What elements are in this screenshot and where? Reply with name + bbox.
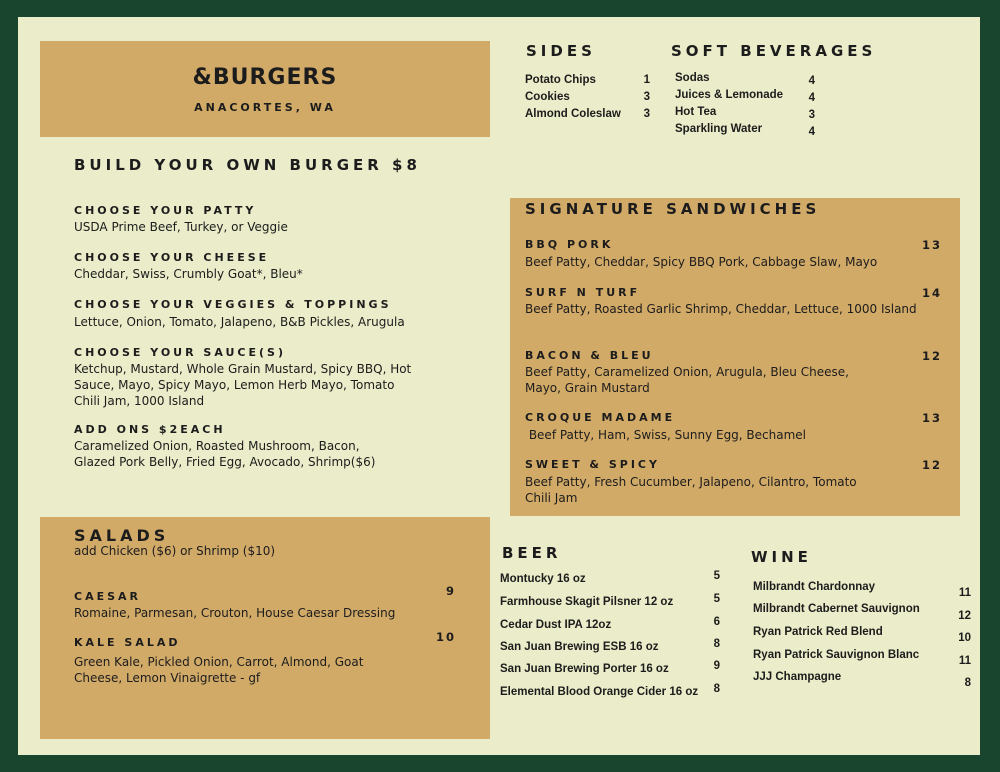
beer-item-price: 8: [713, 683, 720, 695]
beer-item-name: Elemental Blood Orange Cider 16 oz: [500, 686, 699, 698]
beer-item-price: 6: [713, 616, 720, 628]
beverage-item-price: 3: [808, 109, 815, 121]
wine-item-name: Ryan Patrick Sauvignon Blanc: [753, 649, 920, 661]
beverage-item-name: Sodas: [675, 72, 710, 84]
sandwich-desc: Beef Patty, Ham, Swiss, Sunny Egg, Bechamel: [525, 428, 807, 442]
wine-item-price: 8: [964, 677, 971, 689]
beer-item-name: Montucky 16 oz: [500, 573, 586, 585]
brand-location: ANACORTES, WA: [194, 101, 336, 114]
sandwich-name: CROQUE MADAME: [525, 411, 676, 424]
sandwich-price: 13: [921, 238, 942, 252]
sandwich-name: SWEET & SPICY: [525, 458, 660, 471]
wine-item-name: Milbrandt Cabernet Sauvignon: [753, 603, 920, 615]
salad-desc: Green Kale, Pickled Onion, Carrot, Almond, Goat Cheese, Lemon Vinaigrette - gf: [74, 655, 364, 685]
beverage-item-name: Juices & Lemonade: [675, 89, 784, 101]
addons-options: Caramelized Onion, Roasted Mushroom, Bacon, Glazed Pork Belly, Fried Egg, Avocado, Shrimp($6): [74, 439, 376, 469]
beer-item-price: 8: [713, 638, 720, 650]
side-item-price: 1: [643, 74, 650, 86]
salads-note: add Chicken ($6) or Shrimp ($10): [74, 544, 276, 558]
salad-price: 10: [435, 630, 456, 644]
sandwich-desc: Beef Patty, Fresh Cucumber, Jalapeno, Cilantro, Tomato Chili Jam: [525, 475, 857, 505]
addons-heading: ADD ONS $2EACH: [74, 423, 226, 436]
sandwich-price: 12: [921, 458, 942, 472]
beverage-item-name: Hot Tea: [675, 106, 717, 118]
patty-heading: CHOOSE YOUR PATTY: [74, 204, 257, 217]
sandwich-desc: Beef Patty, Roasted Garlic Shrimp, Cheddar, Lettuce, 1000 Island: [525, 302, 917, 316]
wine-item-price: 11: [958, 655, 971, 667]
build-your-own-heading: BUILD YOUR OWN BURGER $8: [74, 156, 421, 174]
sandwich-name: BBQ PORK: [525, 238, 614, 251]
side-item-price: 3: [643, 91, 650, 103]
wine-item-price: 10: [958, 632, 971, 644]
salad-name: KALE SALAD: [74, 636, 181, 649]
beverage-item-price: 4: [808, 75, 815, 87]
beer-item-price: 9: [713, 660, 720, 672]
cheese-heading: CHOOSE YOUR CHEESE: [74, 251, 270, 264]
brand-name: &BURGERS: [192, 65, 338, 90]
sandwich-name: SURF N TURF: [525, 286, 641, 299]
beer-item-name: San Juan Brewing Porter 16 oz: [500, 663, 669, 675]
wine-item-price: 12: [958, 610, 971, 622]
beer-item-name: San Juan Brewing ESB 16 oz: [500, 641, 659, 653]
beer-item-price: 5: [713, 593, 720, 605]
beer-heading: BEER: [502, 544, 562, 562]
sandwich-price: 13: [921, 411, 942, 425]
side-item-name: Potato Chips: [525, 74, 596, 86]
beverage-item-price: 4: [808, 126, 815, 138]
sandwich-price: 14: [921, 286, 942, 300]
salads-heading: SALADS: [74, 526, 170, 545]
soft-beverages-heading: SOFT BEVERAGES: [671, 42, 877, 60]
beer-item-name: Farmhouse Skagit Pilsner 12 oz: [500, 596, 674, 608]
salad-desc: Romaine, Parmesan, Crouton, House Caesar Dressing: [74, 606, 396, 620]
beer-item-price: 5: [713, 570, 720, 582]
sauce-options: Ketchup, Mustard, Whole Grain Mustard, Spicy BBQ, Hot Sauce, Mayo, Spicy Mayo, Lemon Herb Mayo, Tomato Chili Jam, 1000 Island: [74, 362, 412, 408]
signature-heading: SIGNATURE SANDWICHES: [525, 200, 821, 218]
patty-options: USDA Prime Beef, Turkey, or Veggie: [74, 220, 288, 234]
sandwich-price: 12: [921, 349, 942, 363]
sandwich-desc: Beef Patty, Cheddar, Spicy BBQ Pork, Cabbage Slaw, Mayo: [525, 255, 878, 269]
sauce-heading: CHOOSE YOUR SAUCE(S): [74, 346, 286, 359]
sides-heading: SIDES: [526, 42, 596, 60]
salad-name: CAESAR: [74, 590, 142, 603]
side-item-price: 3: [643, 108, 650, 120]
veggies-heading: CHOOSE YOUR VEGGIES & TOPPINGS: [74, 298, 392, 311]
side-item-name: Cookies: [525, 91, 570, 103]
beer-item-name: Cedar Dust IPA 12oz: [500, 619, 612, 631]
sandwich-desc: Beef Patty, Caramelized Onion, Arugula, Bleu Cheese, Mayo, Grain Mustard: [525, 365, 849, 395]
beverage-item-price: 4: [808, 92, 815, 104]
wine-item-name: Milbrandt Chardonnay: [753, 581, 876, 593]
side-item-name: Almond Coleslaw: [525, 108, 621, 120]
wine-item-name: Ryan Patrick Red Blend: [753, 626, 883, 638]
sandwich-name: BACON & BLEU: [525, 349, 654, 362]
salad-price: 9: [445, 584, 456, 598]
beverage-item-name: Sparkling Water: [675, 123, 763, 135]
wine-item-price: 11: [958, 587, 971, 599]
wine-heading: WINE: [751, 548, 812, 566]
wine-item-name: JJJ Champagne: [753, 671, 842, 683]
cheese-options: Cheddar, Swiss, Crumbly Goat*, Bleu*: [74, 267, 303, 281]
veggies-options: Lettuce, Onion, Tomato, Jalapeno, B&B Pickles, Arugula: [74, 315, 405, 329]
